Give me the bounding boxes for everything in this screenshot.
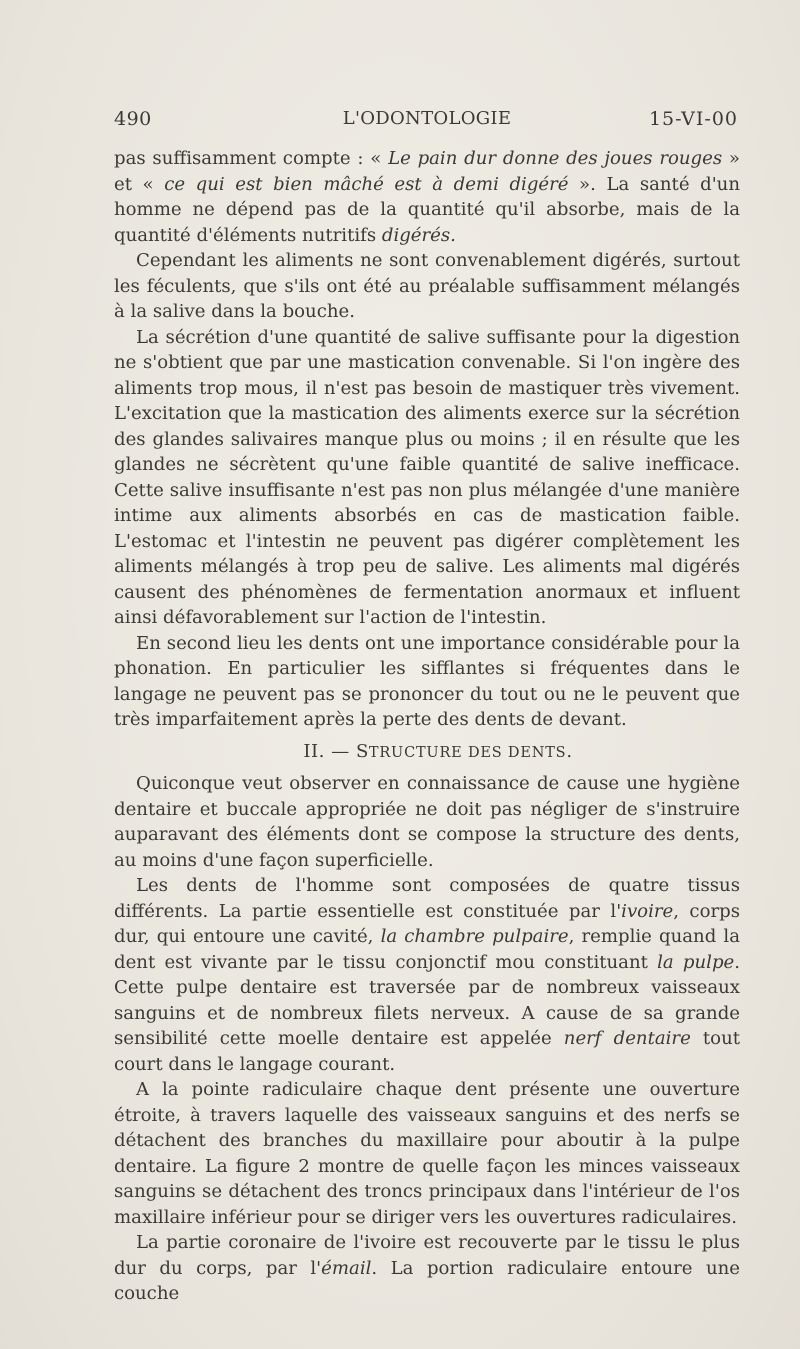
text-run: La partie coronaire de l'ivoire est recouverte par le tissu le plus dur du corps, par l' [114,1232,740,1279]
body-text [114,146,740,1307]
paragraph [114,325,740,631]
italic-text: nerf dentaire [563,1028,691,1049]
italic-text: la chambre pulpaire [380,926,569,947]
paragraph [114,873,740,1077]
italic-text: émail [321,1257,372,1279]
text-run: En second lieu les dents ont une importance considérable pour la phonation. En particulier les sifflantes si fréquentes dans le langage ne peuvent pas se prononcer du tout ou ne le peuvent que très imparfaitement après la perte des dents de devant. [114,632,740,730]
text-run: , remplie quand la dent est vivante par le tissu conjonctif mou constituant [114,926,740,973]
text-run: Cependant les aliments ne sont convenablement digérés, surtout les féculents, que s'ils ont été au préalable suffisamment mélangés à la salive dans la bouche. [114,250,740,322]
paragraph [114,146,740,248]
paragraph [114,631,740,733]
issue-date: 15-VI-00 [648,108,738,130]
text-run: . [566,740,573,762]
italic-text: ce qui est bien mâché est à demi digéré [164,173,569,195]
italic-text: la pulpe [657,951,735,973]
text-run: » et « [114,148,740,195]
paragraph [114,248,740,325]
italic-text: digérés. [381,224,456,246]
italic-text: Le pain dur donne des joues rouges [388,148,723,169]
section-heading [136,739,740,767]
text-run: A la pointe radiculaire chaque dent présente une ouverture étroite, à travers laquelle des vaisseaux sanguins et des nerfs se détachent des branches du maxillaire pour aboutir à la pulpe dentaire. La figure 2 montre de quelle façon les minces vaisseaux sanguins se détachent des troncs principaux dans l'intérieur de l'os maxillaire inférieur pour se diriger vers les ouvertures radiculaires. [114,1079,740,1228]
text-run: Les dents de l'homme sont composées de quatre tissus différents. La partie essentielle est constituée par l' [114,875,740,922]
text-run: ». La santé d'un homme ne dépend pas de la quantité qu'il absorbe, mais de la quantité d'éléments nutritifs [114,173,740,246]
document-page [114,108,740,1307]
journal-title: L'ODONTOLOGIE [342,108,512,129]
paragraph [114,771,740,873]
paragraph [114,1077,740,1230]
italic-text: ivoire [621,900,674,922]
page-number: 490 [114,108,152,130]
text-run: pas suffisamment compte : « [114,148,389,169]
paragraph [114,1230,740,1307]
text-run: . Cette pulpe dentaire est traversée par de nombreux vaisseaux sanguins et de nombreux filets nerveux. A cause de sa grande sensibilité cette moelle dentaire est appelée [114,951,740,1049]
running-header [114,108,740,136]
small-caps-text: TRUCTURE DES DENTS [368,744,567,761]
text-run: , corps dur, qui entoure une cavité, [114,900,740,947]
text-run: Quiconque veut observer en connaissance de cause une hygiène dentaire et buccale appropriée ne doit pas négliger de s'instruire auparavant des éléments dont se compose la structure des dents, au moins d'une façon superficielle. [114,773,740,871]
text-run: II. — S [303,740,369,762]
text-run: tout court dans le langage courant. [114,1028,740,1075]
text-run: . La portion radiculaire entoure une couche [114,1257,741,1304]
text-run: La sécrétion d'une quantité de salive suffisante pour la digestion ne s'obtient que par une mastication convenable. Si l'on ingère des aliments trop mous, il n'est pas besoin de mastiquer très vivement. L'excitation que la mastication des aliments exerce sur la sécrétion des glandes salivaires manque plus ou moins ; il en résulte que les glandes ne sécrètent qu'une faible quantité de salive inefficace. Cette salive insuffisante n'est pas non plus mélangée d'une manière intime aux aliments absorbés en cas de mastication faible. L'estomac et l'intestin ne peuvent pas digérer complètement les aliments mélangés à trop peu de salive. Les aliments mal digérés causent des phénomènes de fermentation anormaux et influent ainsi défavorablement sur l'action de l'intestin. [114,326,740,628]
